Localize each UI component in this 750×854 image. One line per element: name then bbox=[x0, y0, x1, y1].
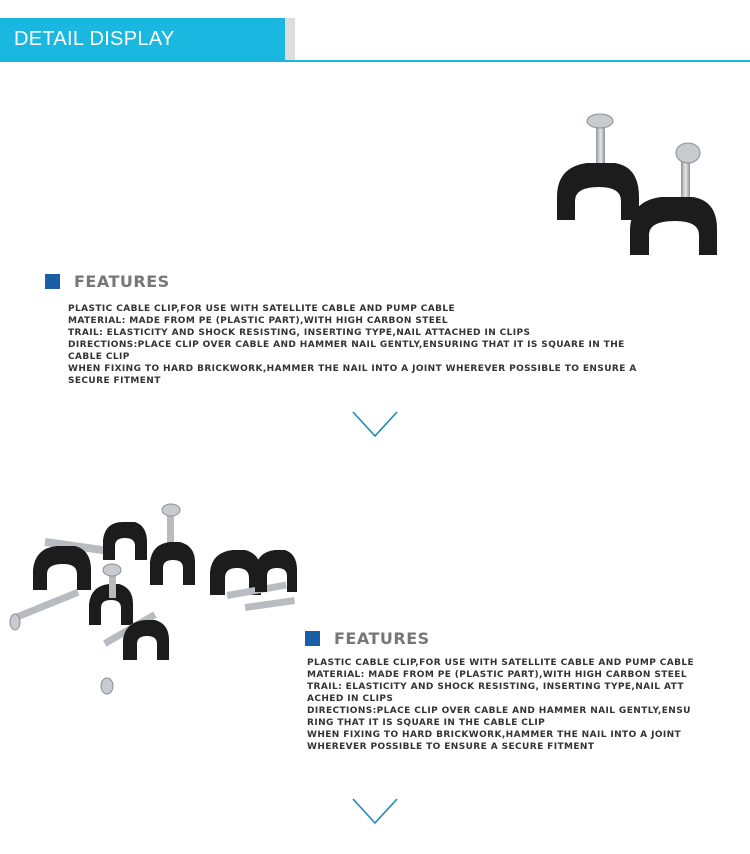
feature-line: WHEREVER POSSIBLE TO ENSURE A SECURE FITMENT bbox=[307, 742, 595, 752]
features-heading bbox=[45, 272, 170, 291]
chevron-down-icon bbox=[351, 410, 399, 438]
cable-clip bbox=[33, 538, 105, 590]
feature-line: WHEN FIXING TO HARD BRICKWORK,HAMMER THE NAIL INTO A JOINT bbox=[307, 730, 682, 740]
feature-line: DIRECTIONS:PLACE CLIP OVER CABLE AND HAMMER NAIL GENTLY,ENSU bbox=[307, 706, 691, 716]
feature-line: PLASTIC CABLE CLIP,FOR USE WITH SATELLITE CABLE AND PUMP CABLE bbox=[307, 658, 695, 668]
feature-line: DIRECTIONS:PLACE CLIP OVER CABLE AND HAMMER NAIL GENTLY,ENSURING THAT IT IS SQUARE IN THE bbox=[68, 340, 625, 350]
header-banner-shadow bbox=[285, 18, 295, 62]
features-title: FEATURES bbox=[334, 629, 430, 648]
cable-clip bbox=[101, 612, 169, 694]
chevron-down-icon bbox=[351, 797, 399, 825]
cable-clip bbox=[103, 522, 147, 560]
feature-line: CABLE CLIP bbox=[68, 352, 130, 362]
features-heading bbox=[305, 629, 430, 648]
features-text bbox=[68, 303, 637, 387]
feature-line: MATERIAL: MADE FROM PE (PLASTIC PART),WITH HIGH CARBON STEEL bbox=[307, 670, 687, 680]
feature-line: ACHED IN CLIPS bbox=[307, 694, 394, 704]
features-title: FEATURES bbox=[74, 272, 170, 291]
feature-line: WHEN FIXING TO HARD BRICKWORK,HAMMER THE NAIL INTO A JOINT WHEREVER POSSIBLE TO ENSURE A bbox=[68, 364, 637, 374]
heading-square-icon bbox=[45, 274, 60, 289]
feature-line: SECURE FITMENT bbox=[68, 376, 161, 386]
feature-line: TRAIL: ELASTICITY AND SHOCK RESISTING, INSERTING TYPE,NAIL ATT bbox=[307, 682, 684, 692]
feature-line: PLASTIC CABLE CLIP,FOR USE WITH SATELLITE CABLE AND PUMP CABLE bbox=[68, 304, 456, 314]
page-title: DETAIL DISPLAY bbox=[14, 28, 175, 50]
features-text bbox=[307, 657, 694, 753]
cable-clip bbox=[557, 114, 639, 220]
feature-line: MATERIAL: MADE FROM PE (PLASTIC PART),WITH HIGH CARBON STEEL bbox=[68, 316, 448, 326]
product-image-two-clips bbox=[545, 105, 735, 265]
cable-clip bbox=[150, 504, 195, 585]
feature-line: TRAIL: ELASTICITY AND SHOCK RESISTING, INSERTING TYPE,NAIL ATTACHED IN CLIPS bbox=[68, 328, 531, 338]
feature-line: RING THAT IT IS SQUARE IN THE CABLE CLIP bbox=[307, 718, 546, 728]
cable-clip bbox=[630, 143, 717, 255]
header-divider bbox=[285, 60, 750, 62]
product-image-clip-group bbox=[5, 500, 300, 700]
heading-square-icon bbox=[305, 631, 320, 646]
